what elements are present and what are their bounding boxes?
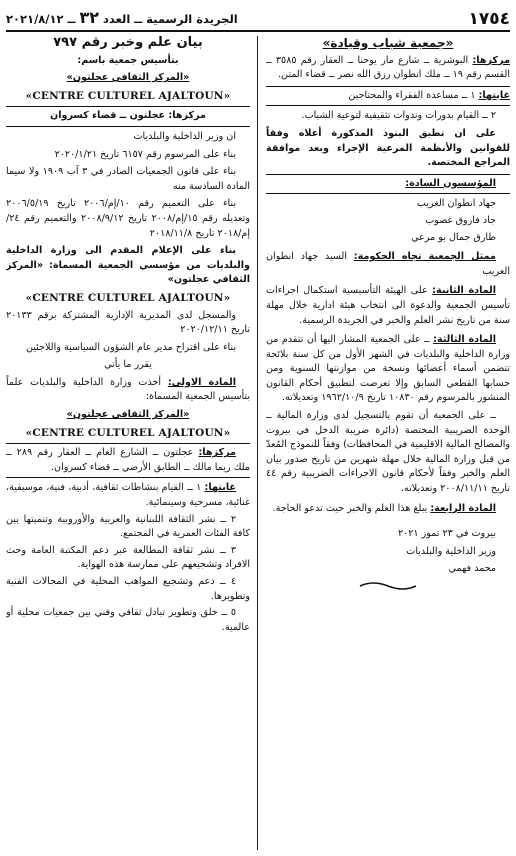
association-name-fr-2: «CENTRE CULTUREL AJALTOUN» [25, 291, 231, 304]
hq-2-text: عجلتون ــ الشارع العام ــ العقار رقم ٢٨٩ ــ ملك ريما مالك ــ الطابق الأرضي ــ قضاء كسروان. [6, 447, 250, 473]
association-name-ar-3: «المركز الثقافي عجلتون» [66, 409, 190, 421]
page-header [6, 4, 510, 32]
hq-label: مركزها: [472, 54, 510, 66]
ornament-icon [358, 581, 418, 591]
association-name-ar: «المركز الثقافي عجلتون» [66, 72, 190, 84]
article-1-label: المادة الاولى: [167, 376, 236, 388]
goal-item: ٥ ــ خلق وتطوير تبادل ثقافي وفني بين جمعيات محلية أو عالمية. [6, 607, 250, 633]
hq-paragraph-2 [6, 443, 250, 478]
compliance-notice: على ان تطبق البنود المذكورة أعلاه وفقاً للقوانين والأنظمة المرعية الإجراء وبعد موافقة المراجع المختصة. [266, 127, 510, 169]
signature-date: بيروت في ٢٣ تموز ٢٠٢١ [397, 528, 496, 540]
goal-1-text: ١ ــ مساعدة الفقراء والمحتاجين [348, 89, 476, 101]
article-3 [266, 333, 510, 406]
goals-label: غايتها: [204, 482, 236, 494]
goal-item: ٤ ــ دعم وتشجيع المواهب المحلية في المجالات الفنية وتطويرها. [6, 576, 250, 602]
association-name: «جمعية شباب وقيادة» [322, 36, 454, 50]
decides-line: يقرر ما يأتي [104, 359, 152, 371]
registration-line: والمسجل لدى المديرية الإدارية المشتركة برقم ٢٠١٣٣ تاريخ ٢٠٢٠/١٢/١١ [6, 309, 250, 336]
right-column [266, 36, 510, 850]
hq-paragraph [266, 54, 510, 83]
gazette-title-prefix: الجريدة الرسمية ــ العدد [102, 12, 238, 26]
goal-item-text: ١ ــ القيام بنشاطات ثقافية، أدبية، فنية، موسيقية، غنائية، مسرحية وسينمائية. [6, 482, 250, 509]
basis-3: بناء على التعميم رقم ١٠/إم/٢٠٠٦ تاريخ ٢٠٠٦/٥/١٩ وتعديله رقم ١٥/إم/٢٠٠٨ تاريخ ٢٠٠٨/٩/١٢ والتعميم رقم ٢٤/إم/٢٠١٨ تاريخ ٢٠١٨/١١/٨ [6, 198, 250, 239]
representative-label: ممثل الجمعية تجاه الحكومة: [353, 251, 496, 263]
goals-list [6, 481, 250, 635]
hq-text: البوشرية ــ شارع مار يوحنا ــ العقار رقم ٣٥٨٥ ــ القسم رقم ١٩ ــ ملك انطوان رزق الله نصر ــ قضاء المتن. [266, 54, 510, 81]
founder-item: طارق جمال بو مرعي [411, 231, 496, 243]
hq-line: مركزها: عجلتون ــ قضاء كسروان [6, 106, 250, 127]
article-2 [266, 284, 510, 328]
left-column [6, 36, 250, 850]
association-name-fr: «CENTRE CULTUREL AJALTOUN» [25, 89, 231, 102]
signature-name: محمد فهمي [448, 563, 496, 575]
founders-label: المؤسسون السادة: [266, 174, 510, 195]
representative [266, 250, 510, 279]
basis-1: بناء على المرسوم رقم ٦١٥٧ تاريخ ٢٠٢٠/١/٢١ [54, 148, 236, 160]
goal-2: ٢ ــ القيام بدورات وندوات تثقيفية لتوعية الشباب. [301, 110, 496, 122]
goal-item: ٢ ــ نشر الثقافة اللبنانية والعربية والأوروبية وتنميتها بين كافة الفئات العمرية في المجتمع. [6, 513, 250, 540]
signature-title: وزير الداخلية والبلديات [406, 545, 496, 557]
article-3-label: المادة الثالثة: [433, 334, 496, 346]
article-3-text: ــ على الجمعية المشار اليها أن تتقدم من وزارة الداخلية والبلديات في الشهر الأول من كل سنة بلائحة تتضمن أسماء أعضائها ونسخة من موازنتها السنوية ومن حسابها القطعي السابق وإلا تعرضت لتطبيق أحكام القانون المنشور بالمرسوم رقم ١٠٨٣٠ تاريخ ١٩٦٢/١٠/٩ وتعديلاته. [266, 334, 510, 404]
article-4-text: يبلغ هذا العلم والخبر حيث تدعو الحاجة. [272, 502, 428, 514]
gazette-title [6, 8, 238, 30]
founder-item: جهاد انطوان الغريب [416, 198, 496, 210]
article-4 [266, 502, 510, 517]
notice-title: بيان علم وخبر رقم ٧٩٧ [53, 36, 203, 50]
basis-2: بناء على قانون الجمعيات الصادر في ٣ آب ١٩٠٩ ولا سيما المادة السادسة منه [6, 166, 250, 192]
issue-number: ٣٢ [79, 8, 99, 27]
issue-date: ــ ٢٠٢١/٨/١٢ [6, 12, 76, 26]
founders-list [266, 197, 510, 245]
representative-text: السيد جهاد انطوان الغريب [266, 251, 510, 277]
goals-label: غايتها: [478, 89, 510, 101]
goal-1 [266, 86, 510, 107]
goal-item: ٣ ــ نشر ثقافة المطالعة عبر دعم المكتبة العامة وحث الافراد وتشجيعهم على ممارسة هذه الهواية. [6, 544, 250, 571]
article-1 [6, 376, 250, 405]
basis-4: بناء على الإعلام المقدم الى وزارة الداخلية والبلديات من مؤسسي الجمعية المسماة: «المركز الثقافي عجلتون» [6, 245, 250, 286]
article-1-text: أخذت وزارة الداخلية والبلديات علماً بتأسيس الجمعية المسماة: [6, 376, 250, 403]
column-divider [257, 36, 258, 850]
article-4-label: المادة الرابعة: [430, 502, 496, 514]
minister-line: ان وزير الداخلية والبلديات [133, 130, 236, 142]
association-name-fr-3: «CENTRE CULTUREL AJALTOUN» [25, 426, 231, 439]
basis-5: بناء على اقتراح مدير عام الشؤون السياسية واللاجئين [25, 341, 236, 353]
article-3-extra: ــ على الجمعية أن تقوم بالتسجيل لدى وزارة المالية ــ الوحدة الضريبية المختصة (دائرة ضريبة الدخل في بيروت والمصالح المالية الاقليمية في المحافظات) وفقاً للنموذج المُعدّ من قبل وزارة المالية خلال مهلة شهرين من تاريخ صدور بيان العلم والخبر وفقاً لأحكام قانون الاجراءات الضريبية رقم ٤٤ تاريخ ٢٠٠٨/١١/١١ وتعديلاته. [266, 410, 510, 495]
founder-item: جاد فاروق غصوب [425, 214, 496, 226]
article-2-text: على الهيئة التأسيسية استكمال اجراءات تأسيس الجمعية والدعوة الى انتخاب هيئة ادارية خلال مهلة سنة من تاريخ نشر العلم والخبر في الجريدة الرسمية. [266, 285, 510, 326]
page-number: ١٧٥٤ [468, 9, 510, 29]
hq-2-label: مركزها: [198, 447, 236, 459]
article-2-label: المادة الثانية: [432, 285, 497, 297]
goal-item [6, 481, 250, 510]
notice-subtitle: بتأسيس جمعية باسم: [77, 54, 179, 66]
